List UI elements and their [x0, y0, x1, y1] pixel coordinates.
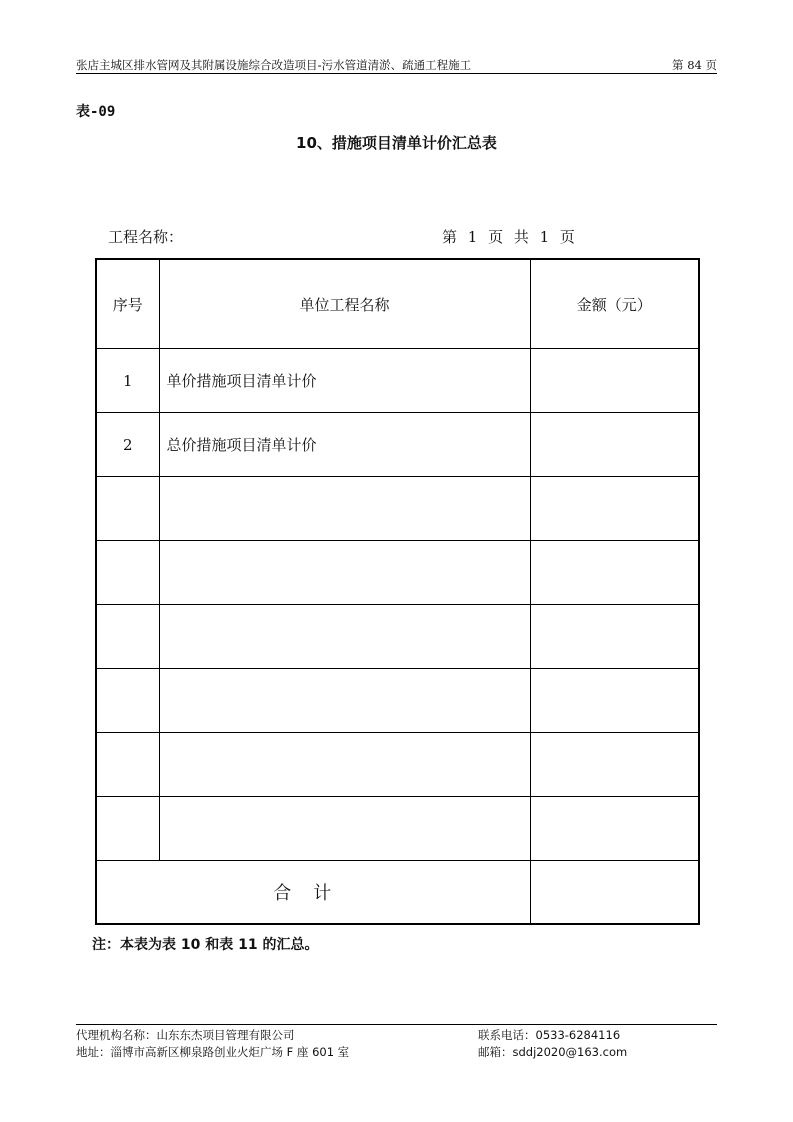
table-row: [96, 477, 699, 541]
table-row: [96, 733, 699, 797]
row-amount: [530, 349, 699, 413]
row-amount: [530, 413, 699, 477]
row-index: [96, 605, 159, 669]
row-index: [96, 477, 159, 541]
row-name: 总价措施项目清单计价: [159, 413, 530, 477]
row-name: [159, 605, 530, 669]
header-project-title: 张店主城区排水管网及其附属设施综合改造项目-污水管道清淤、疏通工程施工: [76, 58, 472, 72]
total-label: 合计: [96, 861, 530, 925]
row-name: [159, 669, 530, 733]
table-row: [96, 797, 699, 861]
row-name: [159, 733, 530, 797]
row-index: 1: [96, 349, 159, 413]
row-name: [159, 477, 530, 541]
row-name: [159, 541, 530, 605]
row-index: [96, 797, 159, 861]
table-tag: 表-09: [76, 104, 116, 120]
row-name: 单价措施项目清单计价: [159, 349, 530, 413]
row-index: [96, 733, 159, 797]
row-index: [96, 541, 159, 605]
header-index: 序号: [96, 259, 159, 349]
row-amount: [530, 477, 699, 541]
header-unit-name: 单位工程名称: [159, 259, 530, 349]
table-header-row: [96, 259, 699, 349]
header-amount: 金额（元）: [530, 259, 699, 349]
table-row: [96, 349, 699, 413]
row-amount: [530, 733, 699, 797]
header-divider: [76, 73, 717, 74]
row-index: 2: [96, 413, 159, 477]
total-amount: [530, 861, 699, 925]
footer-address: 地址：淄博市高新区柳泉路创业火炬广场 F 座 601 室: [76, 1045, 350, 1059]
summary-table: [95, 258, 700, 925]
total-row: [96, 861, 699, 925]
table-row: [96, 413, 699, 477]
row-name: [159, 797, 530, 861]
document-title: 10、措施项目清单计价汇总表: [296, 134, 497, 152]
row-amount: [530, 605, 699, 669]
page-info: 第 1 页 共 1 页: [442, 228, 575, 246]
footer-email: 邮箱：sddj2020@163.com: [478, 1045, 628, 1059]
row-amount: [530, 797, 699, 861]
row-amount: [530, 541, 699, 605]
table-row: [96, 605, 699, 669]
row-index: [96, 669, 159, 733]
header-page-number: 第 84 页: [672, 58, 717, 72]
table-row: [96, 541, 699, 605]
table-note: 注：本表为表 10 和表 11 的汇总。: [92, 937, 319, 953]
footer-phone: 联系电话：0533-6284116: [478, 1028, 621, 1042]
footer-divider: [76, 1024, 717, 1025]
row-amount: [530, 669, 699, 733]
footer-agent: 代理机构名称：山东东杰项目管理有限公司: [76, 1028, 295, 1042]
project-name-label: 工程名称：: [108, 228, 184, 246]
table-row: [96, 669, 699, 733]
